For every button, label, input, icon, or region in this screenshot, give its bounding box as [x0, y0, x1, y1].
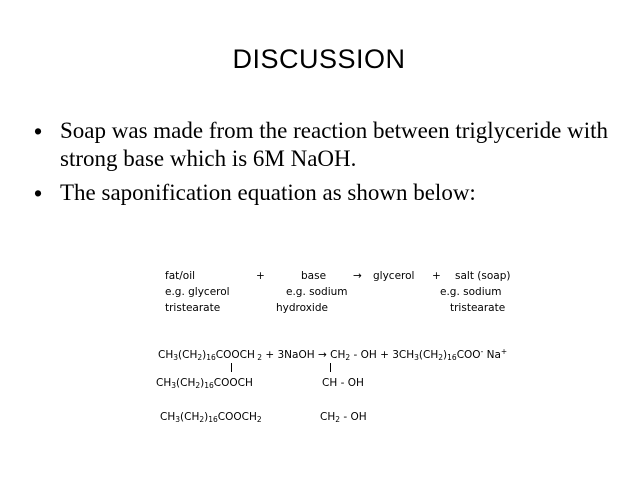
plus-sign: + — [256, 270, 265, 282]
reactant-fat-line2: e.g. glycerol — [165, 286, 230, 298]
equation-row-2: $CH_3(CH_2)_{16}COOCH$ — [156, 377, 253, 390]
product-salt-line3: tristearate — [450, 302, 506, 314]
bullet-text: The saponification equation as shown below: — [60, 180, 476, 205]
reactant-base-line2: e.g. sodium — [286, 286, 348, 298]
bullet-list — [34, 117, 614, 213]
equation-row-1: $CH_3(CH_2)_{16}COOCH$ $_2$ + 3NaOH → $CH_2$ - OH + $3CH_3(CH_2)_{16}COO^-$ Na+ — [158, 347, 508, 362]
bullet-icon: • — [34, 118, 43, 144]
plus-sign: + — [432, 270, 441, 282]
equation-row-3-right: $CH_2$ - OH — [320, 411, 367, 424]
bullet-item — [34, 179, 614, 207]
reactant-base-line1: base — [301, 270, 327, 282]
bullet-icon: • — [34, 180, 43, 206]
arrow-icon: → — [353, 270, 362, 282]
bullet-text: Soap was made from the reaction between triglyceride with strong base which is 6M NaOH. — [60, 118, 608, 171]
bond-line — [231, 363, 232, 372]
product-glycerol: glycerol — [373, 270, 415, 282]
reactant-base-line3: hydroxide — [276, 302, 328, 314]
reactant-fat-line3: tristearate — [165, 302, 221, 314]
slide-title: DISCUSSION — [232, 44, 406, 74]
reactant-fat-line1: fat/oil — [165, 270, 196, 282]
product-salt-line1: salt (soap) — [455, 270, 511, 282]
product-salt-line2: e.g. sodium — [440, 286, 502, 298]
equation-row-2-right: CH - OH — [322, 377, 364, 389]
bullet-item — [34, 117, 614, 173]
bond-line — [330, 363, 331, 372]
equation-row-3: $CH_3(CH_2)_{16}COOCH_2$ — [160, 411, 262, 424]
